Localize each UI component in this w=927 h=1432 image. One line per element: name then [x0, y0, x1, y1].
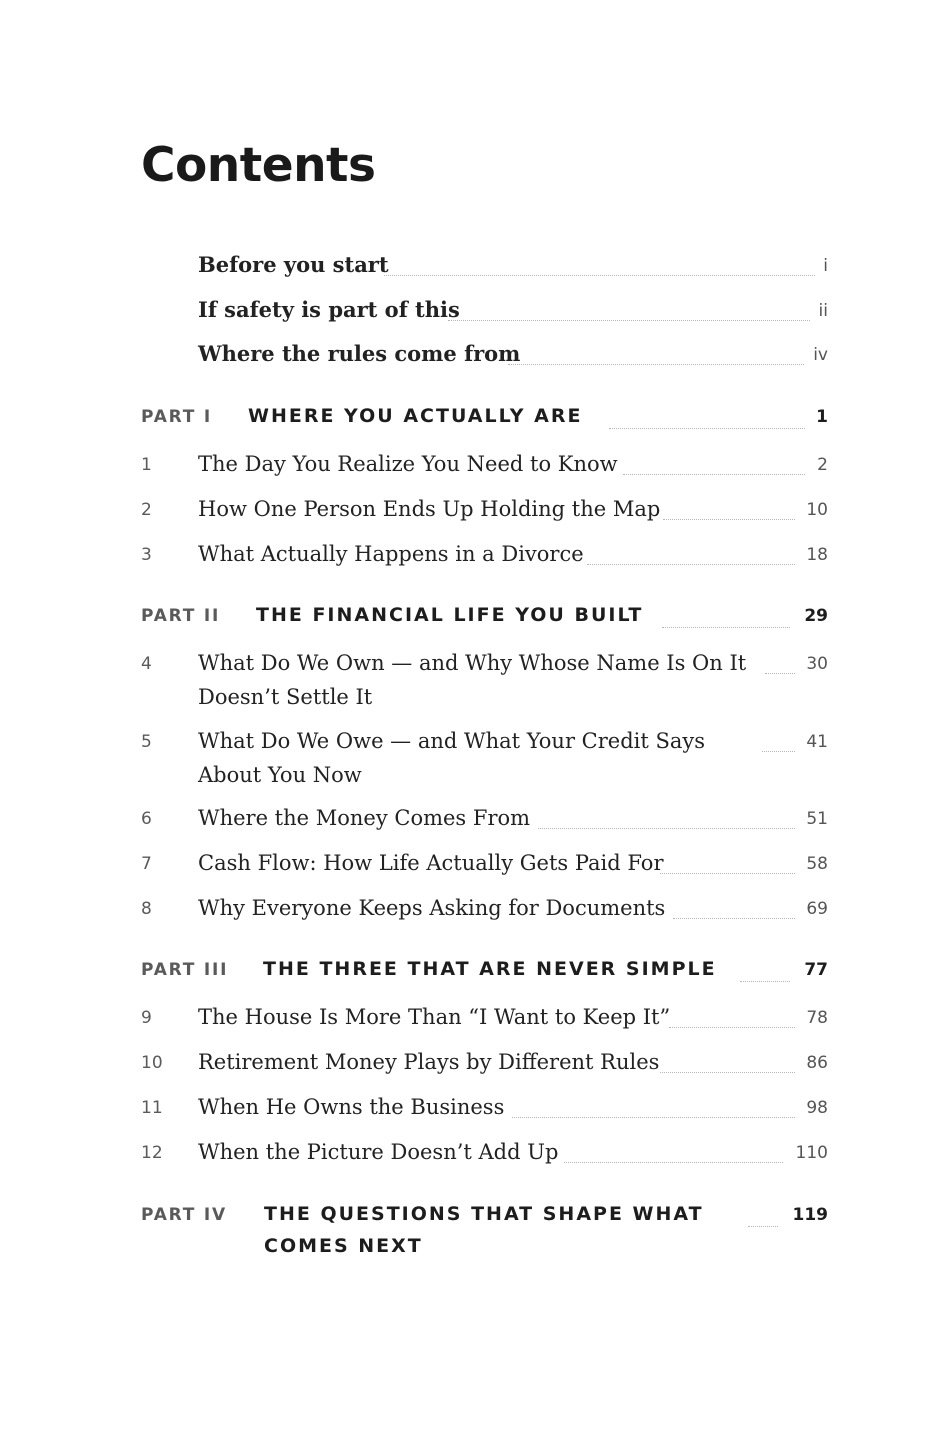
chapter-number: 11: [141, 1098, 163, 1118]
page-number: 30: [806, 654, 828, 674]
dot-leader: [538, 828, 795, 829]
page-number: ii: [818, 301, 828, 321]
dot-leader: [508, 364, 804, 365]
entry-title: Before you start: [198, 252, 389, 277]
chapter-number: 2: [141, 500, 152, 520]
part-label: PART II: [141, 606, 221, 626]
part-title: THE FINANCIAL LIFE YOU BUILT: [256, 604, 644, 626]
dot-leader: [609, 428, 805, 429]
chapter-number: 1: [141, 455, 152, 475]
chapter-number: 12: [141, 1143, 163, 1163]
page-number: 29: [804, 606, 828, 626]
chapter-title-line: Doesn’t Settle It: [198, 685, 373, 709]
chapter-title: When the Picture Doesn’t Add Up: [198, 1140, 559, 1164]
page-number: 51: [806, 809, 828, 829]
chapter-title: When He Owns the Business: [198, 1095, 505, 1119]
chapter-title: What Actually Happens in a Divorce: [198, 542, 584, 566]
chapter-number: 6: [141, 809, 152, 829]
dot-leader: [673, 918, 795, 919]
part-label: PART III: [141, 960, 229, 980]
chapter-number: 4: [141, 654, 152, 674]
dot-leader: [663, 519, 795, 520]
chapter-title-line: About You Now: [198, 763, 362, 787]
page-number: i: [823, 256, 828, 276]
dot-leader: [448, 320, 810, 321]
page-number: 41: [806, 732, 828, 752]
page-title: Contents: [141, 138, 376, 193]
page-number: 10: [806, 500, 828, 520]
page-number: 77: [804, 960, 828, 980]
chapter-title: The Day You Realize You Need to Know: [198, 452, 618, 476]
page-number: 1: [816, 407, 828, 427]
dot-leader: [762, 751, 795, 752]
page-number: 98: [806, 1098, 828, 1118]
dot-leader: [748, 1226, 778, 1227]
part-label: PART IV: [141, 1205, 227, 1225]
chapter-title: Where the Money Comes From: [198, 806, 531, 830]
chapter-title: Retirement Money Plays by Different Rules: [198, 1050, 660, 1074]
page-number: 2: [817, 455, 828, 475]
page-number: 86: [806, 1053, 828, 1073]
entry-title: Where the rules come from: [198, 341, 521, 366]
chapter-title: How One Person Ends Up Holding the Map: [198, 497, 661, 521]
dot-leader: [623, 474, 805, 475]
chapter-title: The House Is More Than “I Want to Keep It”: [198, 1005, 671, 1029]
dot-leader: [587, 564, 795, 565]
chapter-number: 7: [141, 854, 152, 874]
dot-leader: [384, 275, 815, 276]
chapter-number: 3: [141, 545, 152, 565]
page-number: 18: [806, 545, 828, 565]
dot-leader: [564, 1162, 783, 1163]
dot-leader: [660, 1072, 795, 1073]
chapter-title: Cash Flow: How Life Actually Gets Paid For: [198, 851, 664, 875]
chapter-title-line: What Do We Owe — and What Your Credit Says: [198, 729, 706, 753]
dot-leader: [662, 627, 790, 628]
chapter-number: 8: [141, 899, 152, 919]
page-number: 69: [806, 899, 828, 919]
dot-leader: [740, 981, 790, 982]
dot-leader: [512, 1117, 795, 1118]
page-number: 58: [806, 854, 828, 874]
part-title-line: THE QUESTIONS THAT SHAPE WHAT: [264, 1203, 704, 1225]
dot-leader: [765, 673, 795, 674]
chapter-number: 9: [141, 1008, 152, 1028]
chapter-number: 10: [141, 1053, 163, 1073]
page-number: 110: [795, 1143, 828, 1163]
part-label: PART I: [141, 407, 213, 427]
chapter-number: 5: [141, 732, 152, 752]
part-title-line: COMES NEXT: [264, 1235, 423, 1257]
dot-leader: [669, 1027, 795, 1028]
page-number: 78: [806, 1008, 828, 1028]
dot-leader: [660, 873, 795, 874]
part-title: THE THREE THAT ARE NEVER SIMPLE: [263, 958, 717, 980]
entry-title: If safety is part of this: [198, 297, 460, 322]
part-title: WHERE YOU ACTUALLY ARE: [248, 405, 583, 427]
chapter-title-line: What Do We Own — and Why Whose Name Is On It: [198, 651, 747, 675]
page-number: iv: [813, 345, 828, 365]
chapter-title: Why Everyone Keeps Asking for Documents: [198, 896, 666, 920]
page-number: 119: [792, 1205, 828, 1225]
